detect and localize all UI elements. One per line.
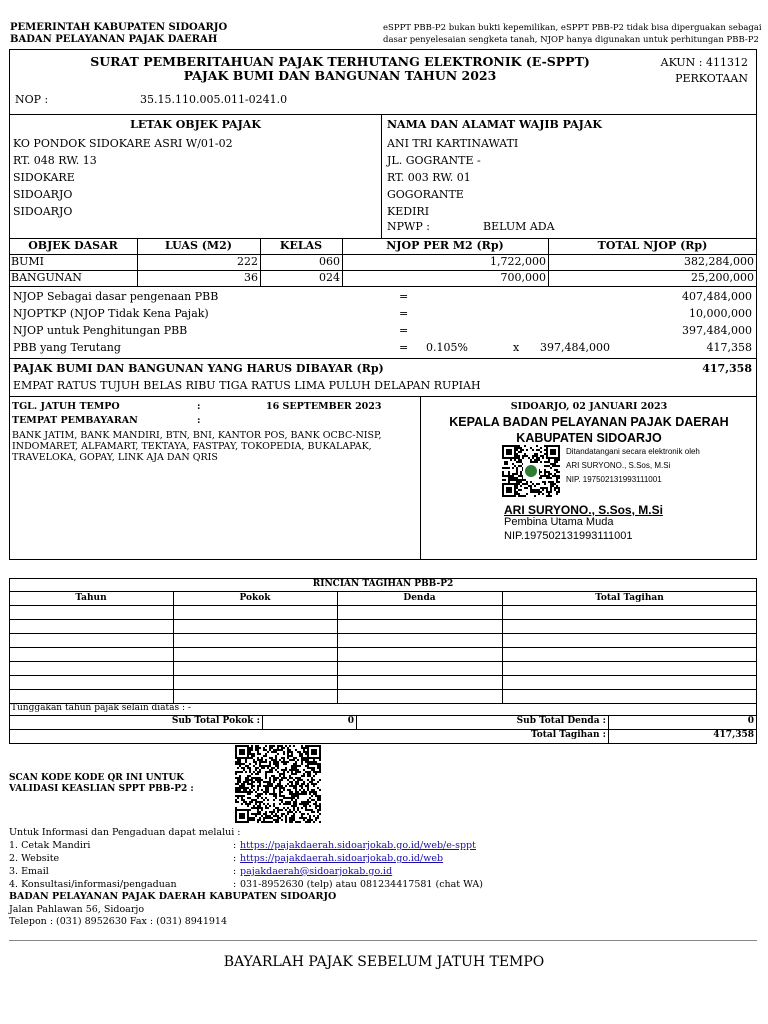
esign-name: ARI SURYONO., S.Sos, M.Si	[566, 461, 671, 470]
cetak-mandiri-link[interactable]: https://pajakdaerah.sidoarjokab.go.id/web/e-sppt	[240, 840, 476, 851]
info-sep: :	[233, 866, 237, 877]
info-sep: :	[233, 840, 237, 851]
place-colon: :	[197, 415, 201, 426]
esign-box	[566, 445, 746, 487]
info-sep: :	[233, 879, 237, 890]
qr-instruction	[9, 773, 194, 795]
account-info	[600, 55, 748, 87]
objek-line: KO PONDOK SIDOKARE ASRI W/01-02	[13, 137, 233, 150]
calc-eq: =	[399, 290, 409, 303]
rincian-title: RINCIAN TAGIHAN PBB-P2	[312, 579, 454, 589]
wajib-heading: NAMA DAN ALAMAT WAJIB PAJAK	[387, 118, 602, 131]
info-label: 1. Cetak Mandiri	[9, 840, 91, 851]
npwp-label: NPWP :	[387, 220, 430, 233]
divider	[9, 689, 757, 690]
divider	[9, 605, 757, 606]
divider	[9, 619, 757, 620]
place-label: TEMPAT PEMBAYARAN	[12, 415, 138, 426]
divider	[9, 661, 757, 662]
wajib-line: KEDIRI	[387, 205, 430, 218]
njop-cell: 024	[319, 271, 340, 284]
njop-cell: BANGUNAN	[11, 271, 82, 284]
divider	[9, 743, 757, 744]
pbb-eq: =	[399, 341, 409, 354]
divider	[9, 675, 757, 676]
due-colon: :	[197, 401, 201, 412]
rincian-header: Tahun	[75, 593, 107, 603]
pbb-rate: 0.105%	[426, 341, 468, 354]
title-line-1: SURAT PEMBERITAHUAN PAJAK TERHUTANG ELEKTRONIK (E-SPPT)	[90, 54, 590, 69]
sub-denda-label: Sub Total Denda :	[516, 716, 606, 726]
sign-title-2: KABUPATEN SIDOARJO	[516, 431, 662, 445]
njop-header: KELAS	[279, 239, 323, 252]
akun-number: AKUN : 411312	[660, 56, 748, 69]
sign-title	[421, 414, 757, 446]
gov-line-1: PEMERINTAH KABUPATEN SIDOARJO	[10, 22, 228, 33]
contact-phone: 031-8952630 (telp) atau 081234417581 (chat WA)	[240, 879, 484, 890]
njop-header: NJOP PER M2 (Rp)	[386, 239, 504, 252]
rincian-header: Total Tagihan	[595, 593, 664, 603]
rincian-header: Denda	[403, 593, 436, 603]
sub-denda-value: 0	[747, 716, 754, 726]
org-name: BADAN PELAYANAN PAJAK DAERAH KABUPATEN SIDOARJO	[9, 891, 337, 902]
due-date: 16 SEPTEMBER 2023	[266, 401, 382, 412]
payable-words: EMPAT RATUS TUJUH BELAS RIBU TIGA RATUS LIMA PULUH DELAPAN RUPIAH	[13, 379, 481, 392]
footer-slogan: BAYARLAH PAJAK SEBELUM JATUH TEMPO	[223, 954, 545, 970]
calc-label: NJOP untuk Penghitungan PBB	[13, 324, 188, 337]
calc-value: 10,000,000	[689, 307, 752, 320]
wajib-address	[387, 135, 518, 220]
info-label: 3. Email	[9, 866, 49, 877]
divider	[9, 591, 757, 592]
nop-value: 35.15.110.005.011-0241.0	[140, 93, 288, 106]
title-line-2: PAJAK BUMI DAN BANGUNAN TAHUN 2023	[183, 68, 497, 83]
njop-cell: 36	[244, 271, 258, 284]
objek-line: SIDOKARE	[13, 171, 75, 184]
sign-title-1: KEPALA BADAN PELAYANAN PAJAK DAERAH	[449, 415, 729, 429]
signer-name: ARI SURYONO., S.Sos, M.Si	[504, 503, 663, 517]
calc-label: NJOP Sebagai dasar pengenaan PBB	[13, 290, 219, 303]
objek-line: SIDOARJO	[13, 205, 73, 218]
qr-instruction-2: VALIDASI KEASLIAN SPPT PBB-P2 :	[9, 784, 194, 794]
info-label: 2. Website	[9, 853, 60, 864]
signer-nip: NIP.197502131993111001	[504, 530, 633, 542]
njop-cell: 060	[319, 255, 340, 268]
pbb-base: 397,484,000	[540, 341, 610, 354]
wajib-line: GOGORANTE	[387, 188, 464, 201]
gov-line-2: BADAN PELAYANAN PAJAK DAERAH	[10, 34, 218, 45]
document-title	[10, 55, 670, 83]
njop-header: OBJEK DASAR	[28, 239, 118, 252]
disclaimer-line-2: dasar penyelesaian sengketa tanah, NJOP hanya digunakan untuk perhitungan PBB-P2	[383, 35, 759, 45]
info-label: 4. Konsultasi/informasi/pengaduan	[9, 879, 177, 890]
org-phone: Telepon : (031) 8952630 Fax : (031) 8941914	[9, 916, 228, 927]
payment-place-line: INDOMARET, ALFAMART, TEKTAYA, FASTPAY, TOKOPEDIA, BUKALAPAK,	[12, 441, 372, 452]
signer-rank: Pembina Utama Muda	[504, 516, 614, 528]
org-address: Jalan Pahlawan 56, Sidoarjo	[9, 904, 145, 915]
calc-eq: =	[399, 307, 409, 320]
sign-place-date: SIDOARJO, 02 JANUARI 2023	[510, 401, 668, 412]
payment-place-line: BANK JATIM, BANK MANDIRI, BTN, BNI, KANTOR POS, BANK OCBC-NISP,	[12, 430, 382, 441]
divider	[9, 647, 757, 648]
calc-eq: =	[399, 324, 409, 337]
pbb-times: x	[513, 341, 520, 354]
payment-places	[12, 430, 382, 463]
njop-cell: 222	[237, 255, 258, 268]
objek-line: RT. 048 RW. 13	[13, 154, 97, 167]
objek-line: SIDOARJO	[13, 188, 73, 201]
objek-heading: LETAK OBJEK PAJAK	[130, 118, 261, 131]
wajib-line: RT. 003 RW. 01	[387, 171, 471, 184]
divider	[9, 396, 757, 397]
nop-label: NOP :	[15, 93, 49, 106]
njop-header: TOTAL NJOP (Rp)	[597, 239, 708, 252]
pbb-label: PBB yang Terutang	[13, 341, 121, 354]
sub-pokok-value: 0	[347, 716, 354, 726]
sub-pokok-label: Sub Total Pokok :	[171, 716, 260, 726]
divider	[9, 286, 757, 287]
pbb-value: 417,358	[706, 341, 752, 354]
divider	[9, 358, 757, 359]
njop-cell: 25,200,000	[691, 271, 754, 284]
calc-value: 407,484,000	[682, 290, 752, 303]
npwp-value: BELUM ADA	[483, 220, 555, 233]
wajib-line: JL. GOGRANTE -	[387, 154, 481, 167]
divider	[381, 114, 382, 238]
gov-name	[10, 22, 227, 46]
total-tagihan-label: Total Tagihan :	[531, 730, 606, 740]
wajib-line: ANI TRI KARTINAWATI	[387, 137, 519, 150]
total-tagihan-value: 417,358	[713, 730, 754, 740]
divider	[9, 940, 757, 941]
info-sep: :	[233, 853, 237, 864]
disclaimer-note	[383, 22, 762, 46]
njop-cell: 382,284,000	[684, 255, 754, 268]
payment-place-line: TRAVELOKA, GOPAY, LINK AJA DAN QRIS	[12, 452, 218, 463]
njop-cell: 700,000	[500, 271, 546, 284]
due-label: TGL. JATUH TEMPO	[12, 401, 120, 412]
rincian-header: Pokok	[239, 593, 271, 603]
divider	[356, 715, 357, 729]
njop-cell: 1,722,000	[490, 255, 546, 268]
validation-qr-code	[235, 745, 321, 823]
njop-cell: BUMI	[11, 255, 44, 268]
payable-value: 417,358	[702, 362, 752, 375]
calc-label: NJOPTKP (NJOP Tidak Kena Pajak)	[13, 307, 209, 320]
calc-value: 397,484,000	[682, 324, 752, 337]
divider	[9, 633, 757, 634]
divider	[9, 114, 757, 115]
info-intro: Untuk Informasi dan Pengaduan dapat melalui :	[9, 827, 241, 838]
esign-note: Ditandatangani secara elektronik oleh	[566, 447, 700, 456]
njop-header: LUAS (M2)	[165, 239, 232, 252]
payable-label: PAJAK BUMI DAN BANGUNAN YANG HARUS DIBAYAR (Rp)	[13, 362, 384, 375]
area-type: PERKOTAAN	[675, 72, 748, 85]
qr-instruction-1: SCAN KODE KODE QR INI UNTUK	[9, 773, 185, 783]
disclaimer-line-1: eSPPT PBB-P2 bukan bukti kepemilikan, eSPPT PBB-P2 tidak bisa diperguakan sebagai	[383, 23, 762, 33]
website-link[interactable]: https://pajakdaerah.sidoarjokab.go.id/web	[240, 853, 444, 864]
objek-address	[13, 135, 233, 220]
esign-nip: NIP. 197502131993111001	[566, 475, 662, 484]
email-link[interactable]: pajakdaerah@sidoarjokab.go.id	[240, 866, 393, 877]
arrears-note: Tunggakan tahun pajak selain diatas : -	[11, 703, 191, 713]
esign-qr-code	[502, 445, 560, 497]
